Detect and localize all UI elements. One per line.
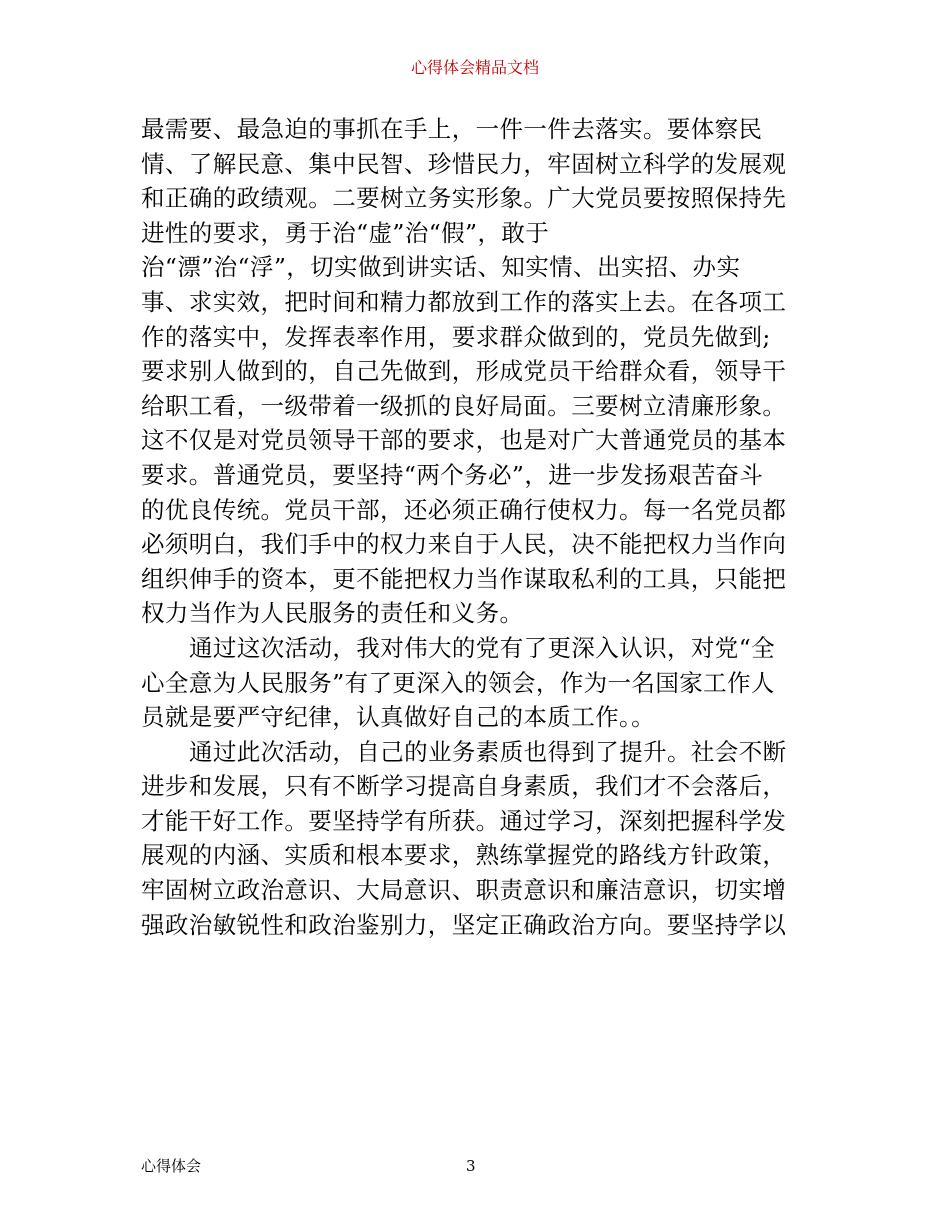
text-line: 最需要、最急迫的事抓在手上，一件一件去落实。要体察民 — [141, 115, 763, 143]
paragraph-3 — [141, 735, 813, 943]
paragraph-2 — [141, 631, 813, 735]
page-header-title: 心得体会精品文档 — [410, 58, 539, 77]
text-line: 牢固树立政治意识、大局意识、职责意识和廉洁意识，切实增 — [141, 876, 787, 905]
text-line: 组织伸手的资本，更不能把权力当作谋取私利的工具，只能把 — [141, 564, 787, 593]
text-line: 这不仅是对党员领导干部的要求，也是对广大普通党员的基本 — [141, 426, 787, 455]
text-line: 要求别人做到的，自己先做到，形成党员干给群众看，领导干 — [141, 357, 787, 386]
text-line: 治“漂”治“浮”，切实做到讲实话、知实情、出实招、办实 — [141, 253, 741, 282]
text-line: 事、求实效，把时间和精力都放到工作的落实上去。在各项工 — [141, 287, 787, 316]
text-line: 情、了解民意、集中民智、珍惜民力，牢固树立科学的发展观 — [141, 149, 787, 178]
text-line: 的优良传统。党员干部，还必须正确行使权力。每一名党员都 — [141, 495, 787, 524]
text-line: 作的落实中，发挥表率作用，要求群众做到的，党员先做到; — [141, 322, 771, 351]
text-line: 通过这次活动，我对伟大的党有了更深入认识，对党“全 — [189, 633, 776, 662]
text-line: 展观的内涵、实质和根本要求，熟练掌握党的路线方针政策， — [141, 841, 787, 870]
text-line: 心全意为人民服务”有了更深入的领会，作为一名国家工作人 — [141, 668, 775, 697]
document-body — [141, 112, 813, 942]
text-line: 权力当作为人民服务的责任和义务。 — [141, 599, 524, 628]
text-line: 才能干好工作。要坚持学有所获。通过学习，深刻把握科学发 — [141, 806, 787, 835]
text-line: 和正确的政绩观。二要树立务实形象。广大党员要按照保持先 — [141, 184, 787, 213]
text-line: 要求。普通党员，要坚持“两个务必”，进一步发扬艰苦奋斗 — [141, 460, 764, 489]
footer-label: 心得体会 — [141, 1157, 202, 1175]
text-line: 进步和发展，只有不断学习提高自身素质，我们才不会落后， — [141, 772, 787, 801]
text-line: 强政治敏锐性和政治鉴别力，坚定正确政治方向。要坚持学以 — [141, 910, 787, 939]
text-line: 给职工看，一级带着一级抓的良好局面。三要树立清廉形象。 — [141, 391, 787, 420]
text-line: 必须明白，我们手中的权力来自于人民，决不能把权力当作向 — [141, 530, 787, 559]
text-line: 通过此次活动，自己的业务素质也得到了提升。社会不断 — [189, 737, 787, 766]
paragraph-1 — [141, 112, 813, 631]
text-line: 员就是要严守纪律，认真做好自己的本质工作。。 — [141, 703, 656, 732]
page-number: 3 — [466, 1157, 476, 1175]
text-line: 进性的要求，勇于治“虚”治“假”，敢于 — [141, 218, 550, 247]
